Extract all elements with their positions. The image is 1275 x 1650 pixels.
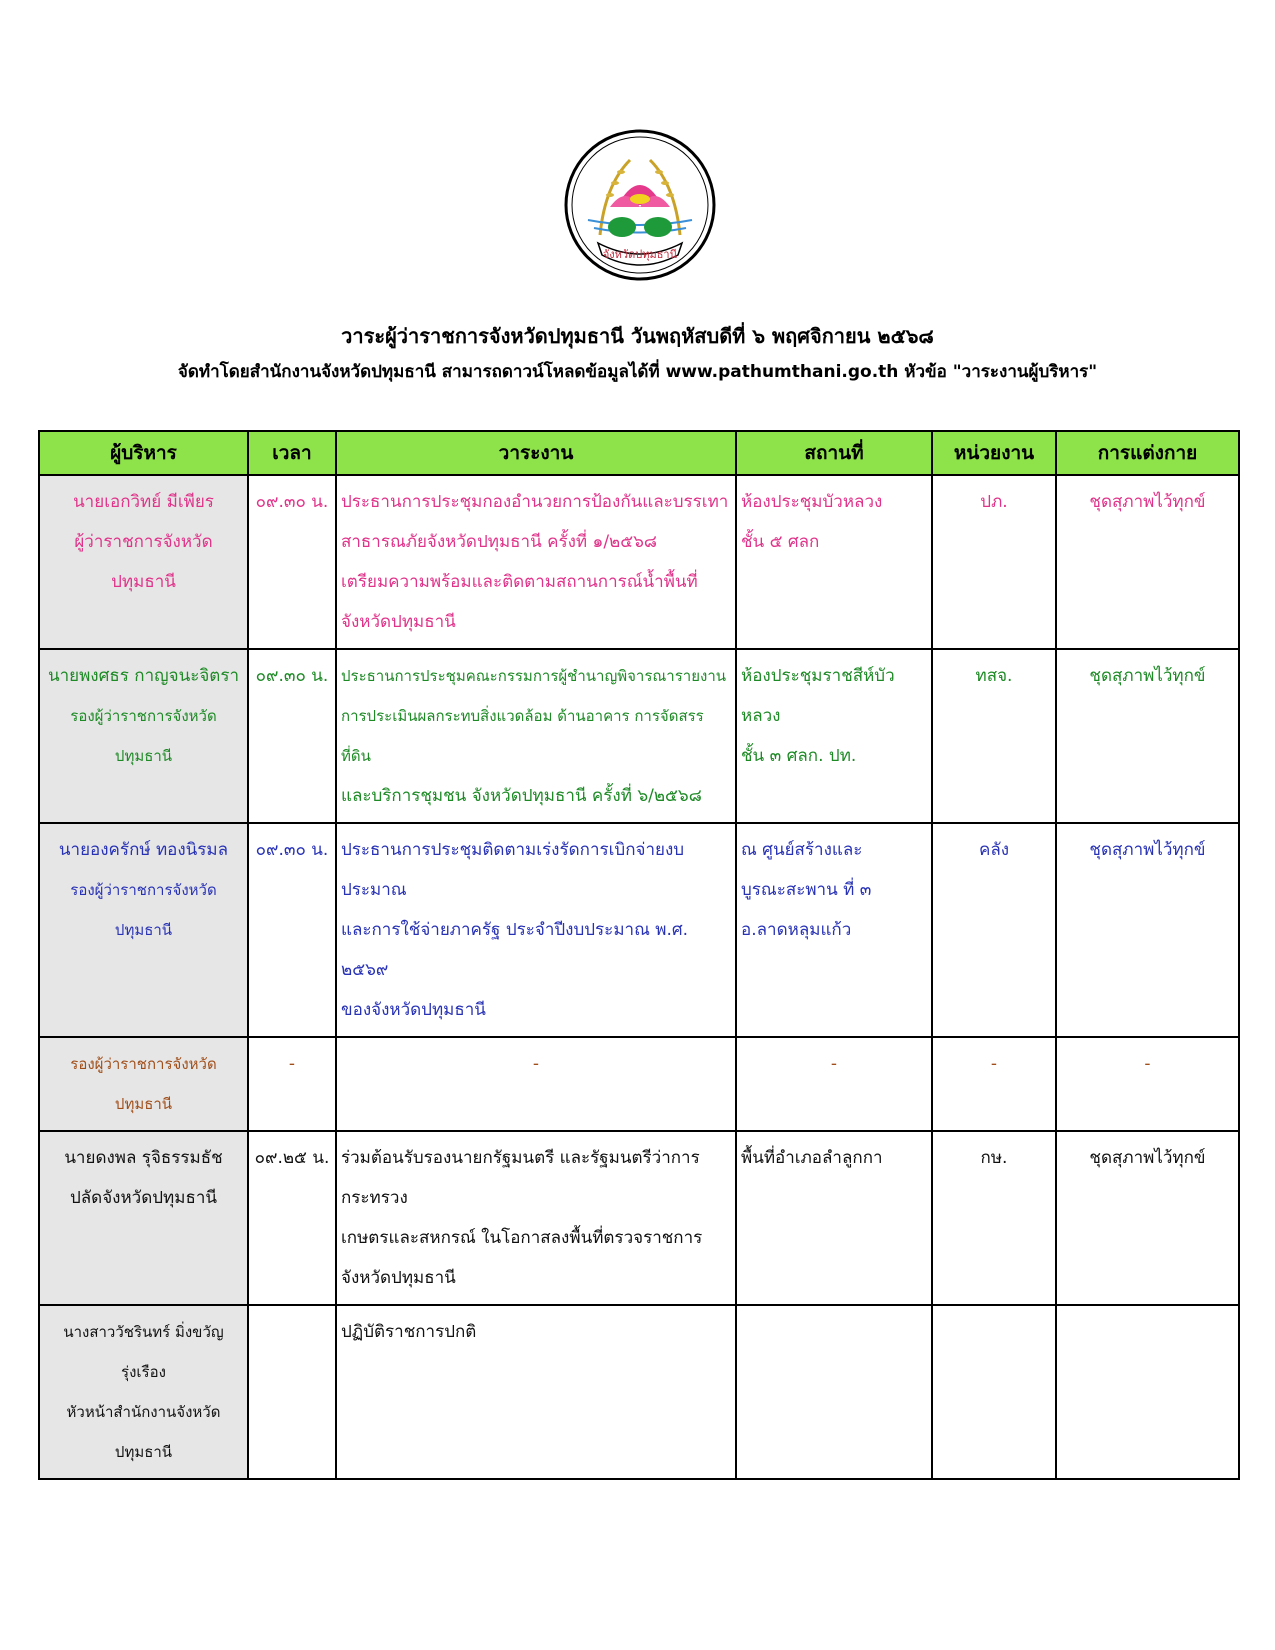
agency-cell: - [932, 1037, 1056, 1131]
agency-cell: ปภ. [932, 475, 1056, 649]
table-header-row [39, 431, 1239, 475]
executive-name: นายพงศธร กาญจนะจิตรา [47, 666, 240, 686]
agenda-line: สาธารณภัยจังหวัดปทุมธานี ครั้งที่ ๑/๒๕๖๘ [341, 532, 658, 552]
place-line: พื้นที่อำเภอลำลูกกา [741, 1148, 883, 1168]
agenda-line: การประเมินผลกระทบสิ่งแวดล้อม ด้านอาคาร การจัดสรรที่ดิน [341, 707, 704, 765]
province-seal-logo [560, 125, 720, 285]
time-cell: ๐๙.๓๐ น. [248, 823, 336, 1037]
time-cell: ๐๙.๓๐ น. [248, 649, 336, 823]
place-cell [736, 475, 932, 649]
executive-name: นางสาววัชรินทร์ มิ่งขวัญรุ่งเรือง [63, 1323, 224, 1381]
agenda-cell [336, 1305, 736, 1479]
col-header-agency: หน่วยงาน [932, 431, 1056, 475]
agenda-table [38, 430, 1240, 1480]
agenda-cell [336, 1131, 736, 1305]
table-row [39, 475, 1239, 649]
executive-cell [39, 1305, 248, 1479]
table-row [39, 1037, 1239, 1131]
agenda-line: และบริการชุมชน จังหวัดปทุมธานี ครั้งที่ ๖/๒๕๖๘ [341, 786, 702, 806]
agenda-line: ของจังหวัดปทุมธานี [341, 1000, 486, 1020]
executive-cell [39, 649, 248, 823]
col-header-place: สถานที่ [736, 431, 932, 475]
executive-position: ผู้ว่าราชการจังหวัดปทุมธานี [74, 532, 213, 592]
place-line: ห้องประชุมราชสีห์บัวหลวง [741, 666, 895, 726]
agenda-line: จังหวัดปทุมธานี [341, 612, 456, 632]
dress-cell: ชุดสุภาพไว้ทุกข์ [1056, 823, 1239, 1037]
agency-cell [932, 1305, 1056, 1479]
agenda-cell [336, 475, 736, 649]
executive-position: รองผู้ว่าราชการจังหวัดปทุมธานี [70, 1055, 217, 1113]
time-cell: ๐๙.๒๕ น. [248, 1131, 336, 1305]
place-line: ณ ศูนย์สร้างและ [741, 840, 863, 860]
time-cell: - [248, 1037, 336, 1131]
agenda-cell [336, 649, 736, 823]
agenda-line: ร่วมต้อนรับรองนายกรัฐมนตรี และรัฐมนตรีว่าการกระทรวง [341, 1148, 700, 1208]
agency-cell: คลัง [932, 823, 1056, 1037]
place-line: ชั้น ๕ ศลก [741, 532, 820, 552]
executive-position: หัวหน้าสำนักงานจังหวัดปทุมธานี [66, 1403, 221, 1461]
executive-cell [39, 1037, 248, 1131]
dress-cell: - [1056, 1037, 1239, 1131]
place-cell [736, 823, 932, 1037]
agenda-line: ปฏิบัติราชการปกติ [341, 1322, 477, 1342]
dress-cell: ชุดสุภาพไว้ทุกข์ [1056, 475, 1239, 649]
table-row [39, 649, 1239, 823]
dress-cell [1056, 1305, 1239, 1479]
table-row [39, 823, 1239, 1037]
place-cell: - [736, 1037, 932, 1131]
seal-text: จังหวัดปทุมธานี [602, 248, 678, 261]
executive-position: รองผู้ว่าราชการจังหวัดปทุมธานี [70, 707, 217, 765]
place-cell [736, 649, 932, 823]
place-line: ห้องประชุมบัวหลวง [741, 492, 883, 512]
executive-cell [39, 823, 248, 1037]
col-header-executive: ผู้บริหาร [39, 431, 248, 475]
place-line: อ.ลาดหลุมแก้ว [741, 920, 852, 940]
executive-cell [39, 475, 248, 649]
agenda-line: ประธานการประชุมคณะกรรมการผู้ชำนาญพิจารณารายงาน [341, 667, 726, 685]
col-header-time: เวลา [248, 431, 336, 475]
place-cell [736, 1305, 932, 1479]
place-cell [736, 1131, 932, 1305]
table-row [39, 1305, 1239, 1479]
agenda-line: จังหวัดปทุมธานี [341, 1268, 456, 1288]
agenda-line: ประธานการประชุมกองอำนวยการป้องกันและบรรเทา [341, 492, 729, 512]
agenda-cell [336, 823, 736, 1037]
agency-cell: กษ. [932, 1131, 1056, 1305]
dress-cell: ชุดสุภาพไว้ทุกข์ [1056, 649, 1239, 823]
agenda-line: เตรียมความพร้อมและติดตามสถานการณ์น้ำพื้นที่ [341, 572, 698, 592]
col-header-dress: การแต่งกาย [1056, 431, 1239, 475]
agenda-line: ประธานการประชุมติดตามเร่งรัดการเบิกจ่ายงบประมาณ [341, 840, 685, 900]
agenda-line: เกษตรและสหกรณ์ ในโอกาสลงพื้นที่ตรวจราชการ [341, 1228, 703, 1248]
executive-position: ปลัดจังหวัดปทุมธานี [69, 1188, 218, 1208]
agenda-line: และการใช้จ่ายภาครัฐ ประจำปีงบประมาณ พ.ศ. ๒๕๖๙ [341, 920, 689, 980]
col-header-agenda: วาระงาน [336, 431, 736, 475]
agenda-cell: - [336, 1037, 736, 1131]
place-line: ชั้น ๓ ศลก. ปท. [741, 746, 857, 766]
page-subtitle: จัดทำโดยสำนักงานจังหวัดปทุมธานี สามารถดาวน์โหลดข้อมูลได้ที่ www.pathumthani.go.th หัวข้อ "วาระงานผู้บริหาร" [177, 362, 1098, 382]
table-row [39, 1131, 1239, 1305]
executive-name: นายดงพล รุจิธรรมธัช [64, 1148, 223, 1168]
time-cell [248, 1305, 336, 1479]
executive-cell [39, 1131, 248, 1305]
executive-name: นายเอกวิทย์ มีเพียร [73, 492, 214, 512]
place-line: บูรณะสะพาน ที่ ๓ [741, 880, 872, 900]
agency-cell: ทสจ. [932, 649, 1056, 823]
page-title: วาระผู้ว่าราชการจังหวัดปทุมธานี วันพฤหัสบดีที่ ๖ พฤศจิกายน ๒๕๖๘ [341, 324, 934, 348]
executive-name: นายองครักษ์ ทองนิรมล [58, 840, 229, 860]
dress-cell: ชุดสุภาพไว้ทุกข์ [1056, 1131, 1239, 1305]
time-cell: ๐๙.๓๐ น. [248, 475, 336, 649]
executive-position: รองผู้ว่าราชการจังหวัดปทุมธานี [70, 881, 217, 939]
